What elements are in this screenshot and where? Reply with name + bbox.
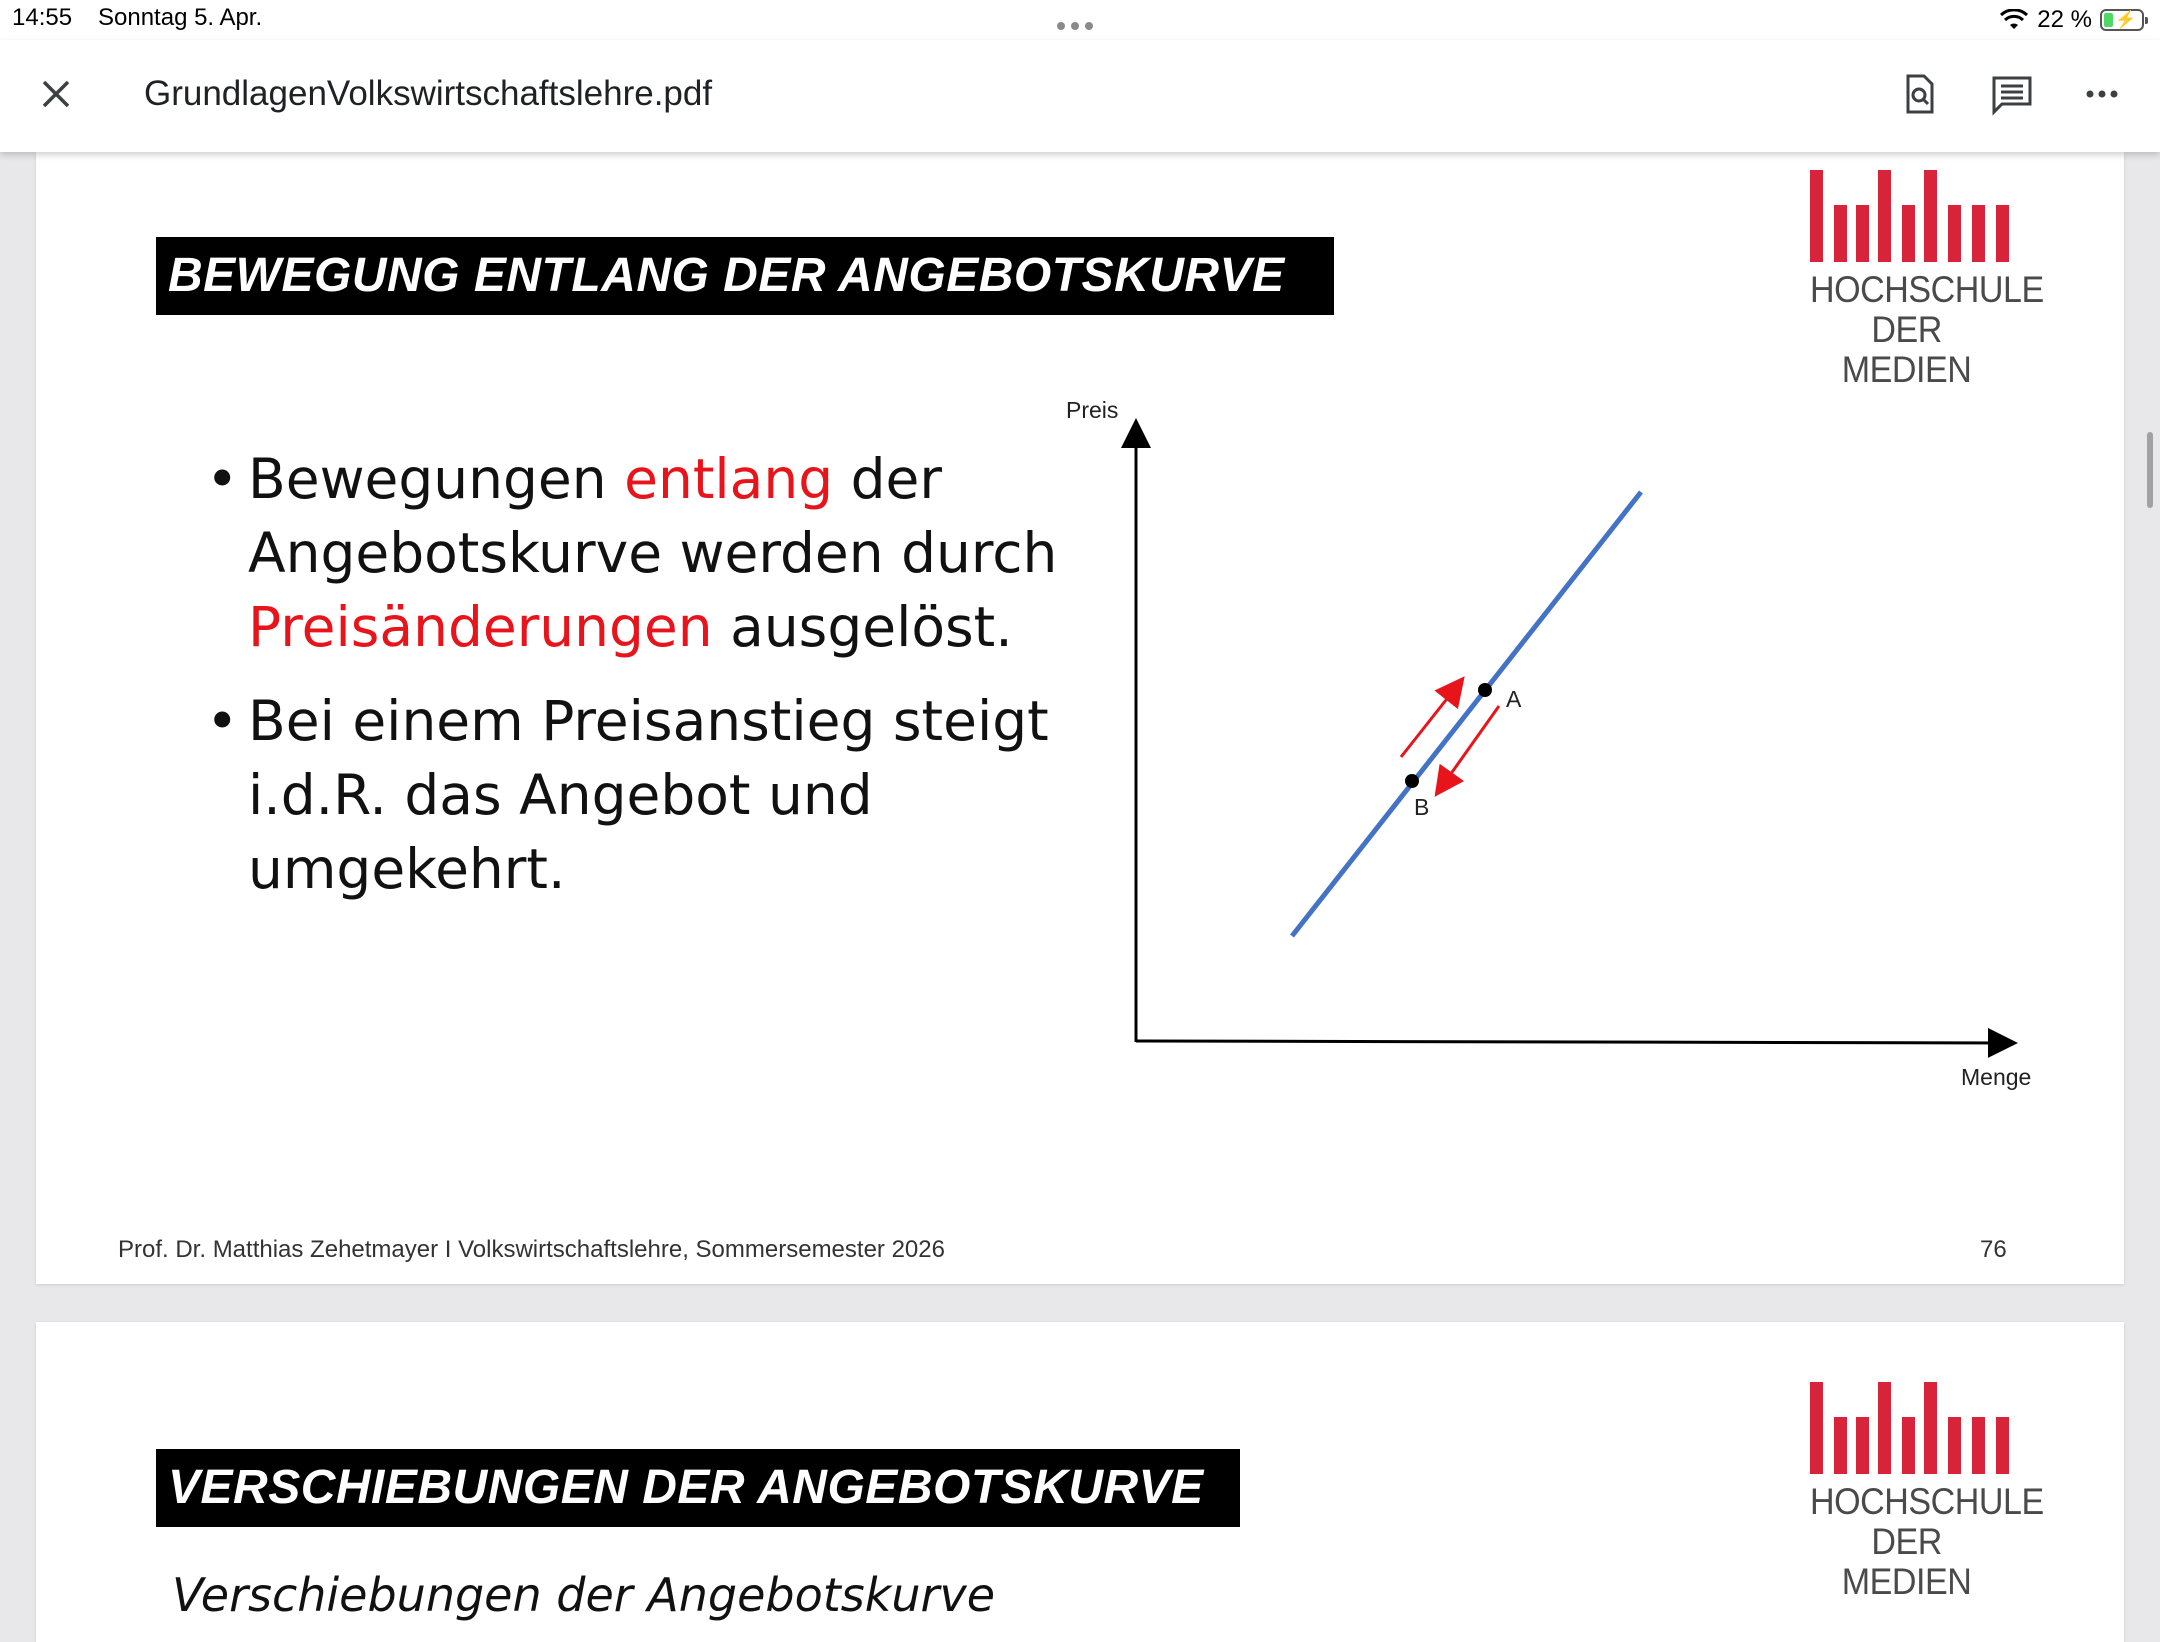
battery-icon: ⚡ [2100,9,2144,31]
pdf-page-77 [36,1322,2124,1642]
slide-subtitle: Verschiebungen der Angebotskurve [172,1568,995,1622]
bullet1-text-1: Bewegungen [248,447,625,511]
pdf-toolbar [0,40,2160,152]
point-a-label: A [1506,686,1522,712]
pdf-page-76 [36,152,2124,1284]
bullet-item: • Bei einem Preisanstieg steigt i.d.R. das Angebot und umgekehrt. [206,689,1049,901]
bullet1-text-3: ausgelöst. [712,595,1013,659]
logo2-line-2: DER MEDIEN [1841,1521,1972,1602]
logo-line-1: HOCHSCHULE [1810,269,2044,310]
multitasking-dots-icon[interactable] [1057,17,1101,25]
bullet2-text: Bei einem Preisanstieg steigt i.d.R. das Angebot und umgekehrt. [248,689,1049,901]
wifi-icon [1999,9,2029,31]
page-number: 76 [1980,1236,2007,1263]
status-right [1999,4,2144,36]
bullet-item: • Bewegungen entlang der Angebotskurve werden durch Preisänderungen ausgelöst. [206,447,1058,659]
bullet1-highlight-preisaenderungen: Preisänderungen [248,595,713,659]
document-title: GrundlagenVolkswirtschaftslehre.pdf [144,74,713,113]
supply-curve-line [1292,492,1641,936]
bullet1-highlight-entlang: entlang [624,447,834,511]
bullet1-text-2: der Angebotskurve werden durch [248,447,1058,585]
battery-percent: 22 % [2037,6,2092,33]
slide-title: BEWEGUNG ENTLANG DER ANGEBOTSKURVE [156,237,1334,315]
slide-title-2: VERSCHIEBUNGEN DER ANGEBOTSKURVE [156,1449,1240,1527]
point-b-label: B [1414,794,1430,820]
status-bar [0,0,2160,40]
arrow-up [1401,681,1461,757]
status-date: Sonntag 5. Apr. [98,4,263,31]
point-b-marker [1405,774,1419,788]
close-icon[interactable] [36,74,76,114]
arrow-down [1438,706,1499,792]
vertical-scrollbar[interactable] [2147,432,2153,508]
logo2-line-1: HOCHSCHULE [1810,1481,2044,1522]
footer-author: Prof. Dr. Matthias Zehetmayer I Volkswirtschaftslehre, Sommersemester 2026 [118,1236,945,1263]
x-axis [1136,1041,2012,1043]
comment-icon[interactable] [1988,70,2036,118]
x-axis-label: Menge [1961,1064,2032,1090]
search-document-icon[interactable] [1896,70,1944,118]
logo-line-2: DER MEDIEN [1841,309,1972,390]
hdm-logo-2 [1810,1382,2044,1602]
y-axis-label: Preis [1066,397,1119,423]
point-a-marker [1478,683,1492,697]
more-icon[interactable] [2078,70,2126,118]
supply-curve-chart [36,152,2124,1284]
status-time: 14:55 [12,4,73,31]
